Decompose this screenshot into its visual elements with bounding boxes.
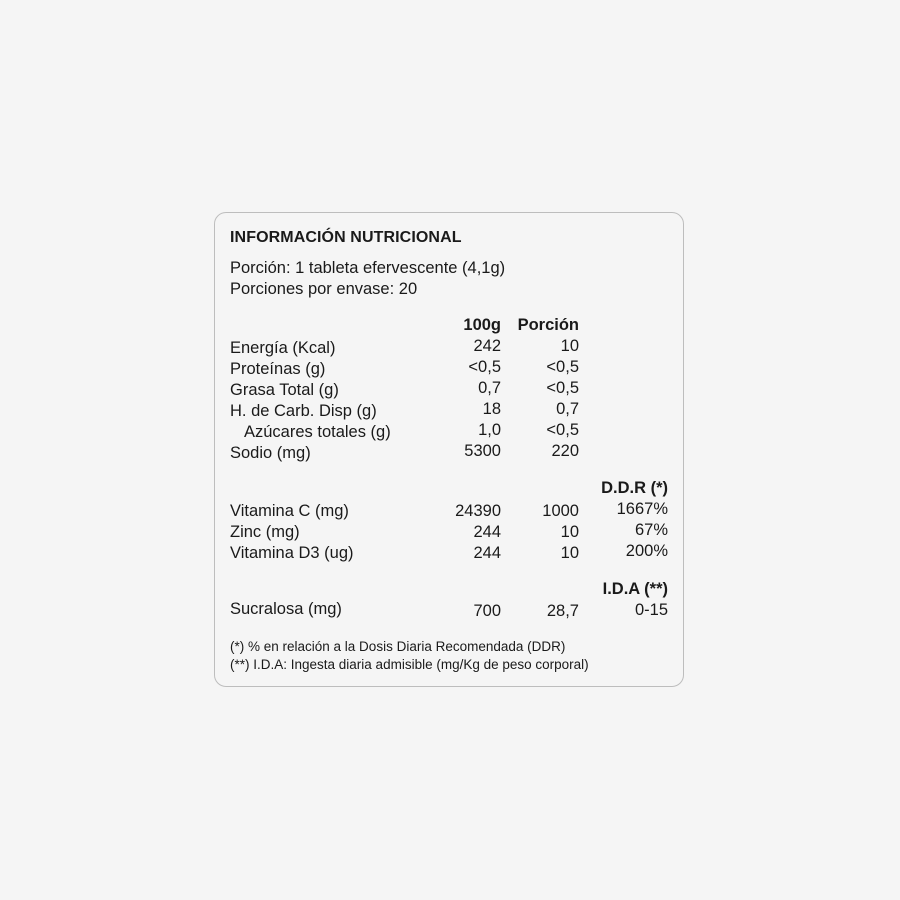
nutrient-per-100g: 0,7 — [478, 379, 501, 397]
vitamin-per-serving: 1000 — [542, 502, 579, 520]
nutrient-per-serving: <0,5 — [546, 421, 579, 439]
panel-title: INFORMACIÓN NUTRICIONAL — [230, 229, 462, 246]
vitamin-per-100g: 24390 — [455, 502, 501, 520]
nutrient-subitem-name: Azúcares totales (g) — [244, 423, 391, 441]
nutrient-per-serving: 0,7 — [556, 400, 579, 418]
footnote-ida: (**) I.D.A: Ingesta diaria admisible (mg/Kg de peso corporal) — [230, 657, 589, 672]
nutrient-per-serving: <0,5 — [546, 379, 579, 397]
header-ddr: D.D.R (*) — [601, 479, 668, 497]
vitamin-per-100g: 244 — [473, 523, 501, 541]
vitamin-per-serving: 10 — [560, 523, 579, 541]
nutrient-per-serving: 220 — [551, 442, 579, 460]
nutrient-name: H. de Carb. Disp (g) — [230, 402, 377, 420]
header-per-serving: Porción — [517, 316, 579, 334]
additive-per-serving: 28,7 — [546, 602, 579, 620]
nutrient-per-100g: 18 — [482, 400, 501, 418]
additive-ida: 0-15 — [634, 601, 668, 619]
vitamin-per-100g: 244 — [473, 544, 501, 562]
vitamin-ddr: 67% — [634, 521, 668, 539]
header-per-100g: 100g — [463, 316, 501, 334]
vitamin-name: Zinc (mg) — [230, 523, 300, 541]
vitamin-ddr: 1667% — [616, 500, 668, 518]
serving-size: Porción: 1 tableta efervescente (4,1g) — [230, 259, 506, 277]
vitamin-ddr: 200% — [625, 542, 668, 560]
nutrient-name: Grasa Total (g) — [230, 381, 339, 399]
footnote-ddr: (*) % en relación a la Dosis Diaria Recomendada (DDR) — [230, 639, 566, 654]
nutrition-facts-panel — [214, 212, 684, 687]
header-ida: I.D.A (**) — [602, 580, 668, 598]
nutrient-name: Proteínas (g) — [230, 360, 326, 378]
nutrient-name: Energía (Kcal) — [230, 339, 336, 357]
nutrient-per-serving: 10 — [560, 337, 579, 355]
additive-per-100g: 700 — [473, 602, 501, 620]
nutrient-per-serving: <0,5 — [546, 358, 579, 376]
vitamin-per-serving: 10 — [560, 544, 579, 562]
vitamin-name: Vitamina D3 (ug) — [230, 544, 354, 562]
nutrient-name: Sodio (mg) — [230, 444, 311, 462]
vitamin-name: Vitamina C (mg) — [230, 502, 349, 520]
servings-per-container: Porciones por envase: 20 — [230, 280, 418, 298]
nutrient-per-100g: <0,5 — [468, 358, 501, 376]
additive-name: Sucralosa (mg) — [230, 600, 342, 618]
nutrient-per-100g: 5300 — [464, 442, 501, 460]
nutrient-per-100g: 1,0 — [478, 421, 501, 439]
nutrient-per-100g: 242 — [473, 337, 501, 355]
